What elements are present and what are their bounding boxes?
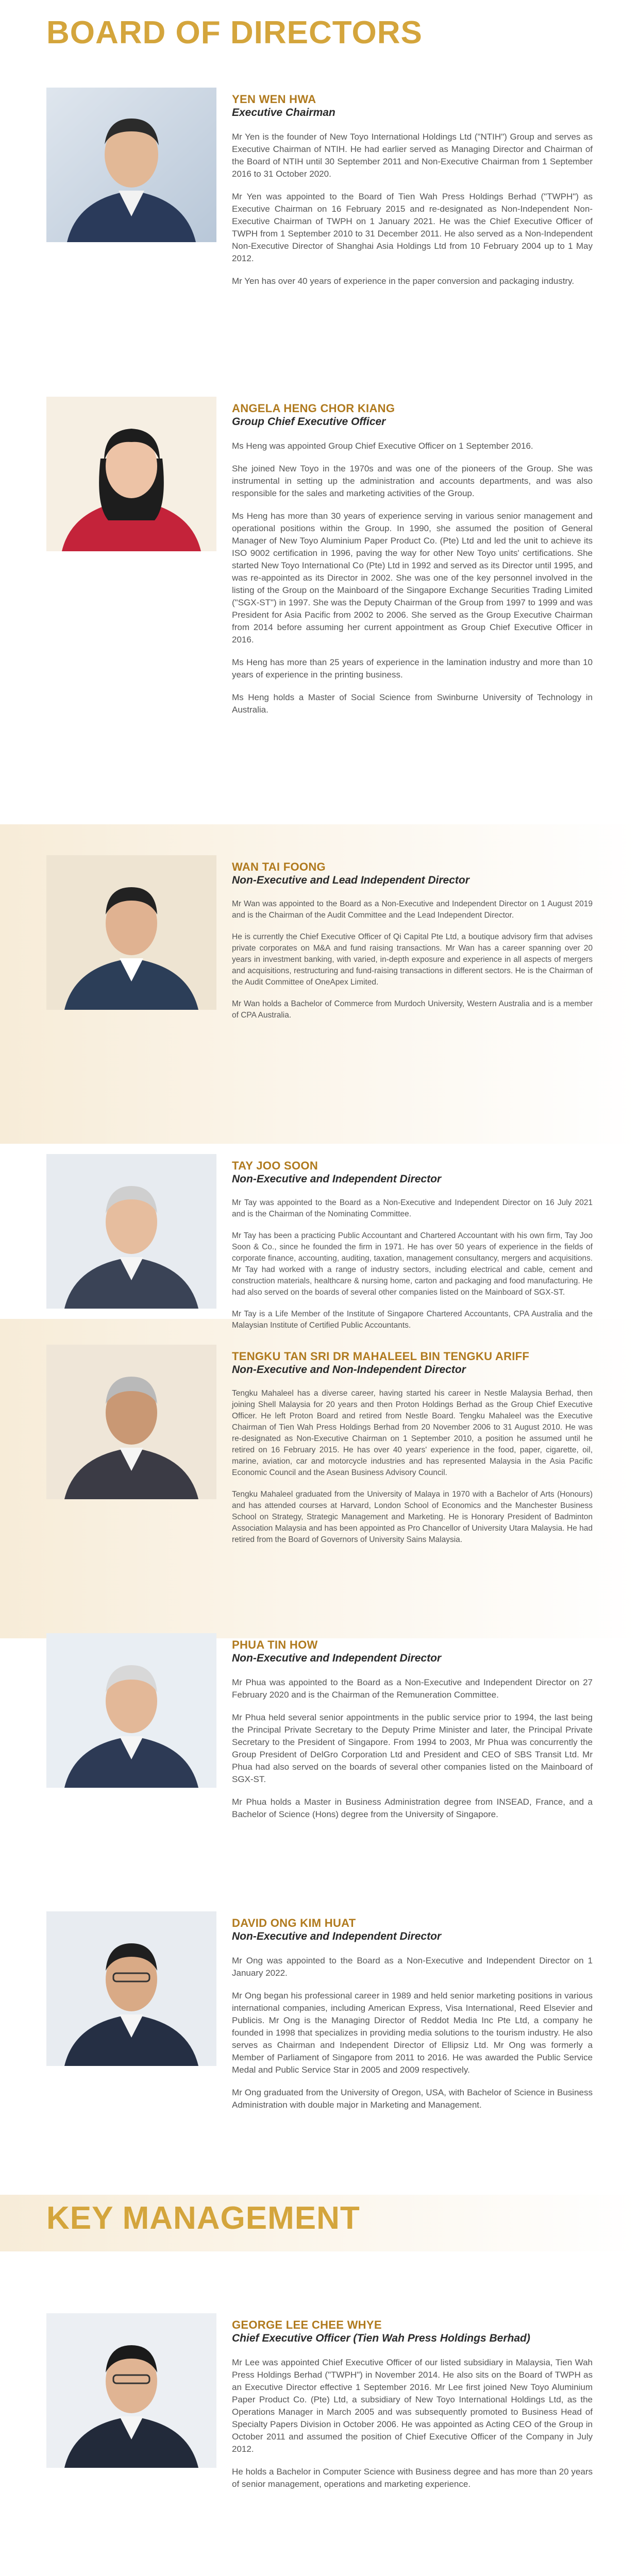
director-role: Executive Chairman [232,107,335,118]
director-role: Non-Executive and Non-Independent Director [232,1364,466,1376]
director-role: Non-Executive and Lead Independent Director [232,874,469,886]
manager-name: GEORGE LEE CHEE WHYE [232,2318,382,2331]
director-bio: Mr Ong was appointed to the Board as a Non-Executive and Independent Director on 1 January 2022. [232,1956,593,1978]
director-text [232,860,593,1031]
director-bio: Mr Phua held several senior appointments in the public service prior to 1994, the last being the Principal Private Secretary to the Deputy Prime Minister and later, the Principal Private Secretary to the President of Singapore. From 1994 to 2003, Mr Phua was concurrently the Group President of DelGro Corporation Ltd and President and CEO of SBS Transit Ltd. Mr Phua had also served on the boards of several other companies listed on the Mainboard of SGX-ST. [232,1713,593,1784]
director-bio: Tengku Mahaleel has a diverse career, having started his career in Nestle Malaysia Berhad, then joining Shell Malaysia for 20 years and then Proton Holdings Berhad as the Group Chief Executive Officer. He left Proton Board and retired from Nestle Board. Tengku Mahaleel was the Executive Chairman of Tien Wah Press Holdings Berhad from 20 November 2006 to 31 August 2010. He was re-designated as Non-Executive Chairman on 1 September 2010, a position he assumed until he retired on 16 February 2015. He has over 40 years' experience in the food, paper, cigarette, oil, marine, aviation, car and motorcycle industries and has represented Malaysia in the Asia Pacific Economic Council and the Asean Business Advisory Council. [232,1389,593,1477]
director-bio: Tengku Mahaleel graduated from the University of Malaya in 1970 with a Bachelor of Arts (Honours) and has attended courses at Harvard, London School of Economics and the Manchester Business School on Strategy, Strategic Management and Marketing. He is Honorary President of Badminton Association Malaysia and has been appointed as Pro Chancellor of University Utara Malaysia. He had retired from the Board of Governors of University Sains Malaysia. [232,1490,593,1544]
portrait-icon [46,855,216,1010]
portrait-icon [46,88,216,242]
director-role: Non-Executive and Independent Director [232,1652,442,1664]
director-name: TENGKU TAN SRI DR MAHALEEL BIN TENGKU ARIFF [232,1350,530,1363]
director-photo [46,855,216,1010]
director-bio: Mr Tay was appointed to the Board as a Non-Executive and Independent Director on 16 July 2021 and is the Chairman of the Nominating Committee. [232,1198,593,1218]
director-text [232,93,593,298]
director-text [232,402,593,726]
manager-bio: Mr Lee was appointed Chief Executive Officer of our listed subsidiary in Malaysia, Tien Wah Press Holdings Berhad ("TWPH") in November 2014. He also sits on the Board of TWPH as an Executive Director effective 1 September 2016. Mr Lee first joined New Toyo Aluminium Paper Product Co. (Pte) Ltd, a subsidiary of New Toyo International Holdings Ltd, as the Operations Manager in March 2005 and was subsequently promoted to Business Head of Specialty Papers Division in October 2006. He was appointed as Acting CEO of the Group in October 2011 and assumed the position of Chief Executive Officer of the Company in July 2012. [232,2358,593,2454]
board-section-title: BOARD OF DIRECTORS [46,15,423,50]
director-name: ANGELA HENG CHOR KIANG [232,402,395,415]
director-role: Non-Executive and Independent Director [232,1930,442,1942]
director-name: WAN TAI FOONG [232,860,326,873]
director-role: Non-Executive and Independent Director [232,1173,442,1185]
director-bio: Mr Yen was appointed to the Board of Tien Wah Press Holdings Berhad ("TWPH") as Executive Chairman on 16 February 2015 and re-designated as Non-Independent Non-Executive Chairman of TWPH on 1 January 2021. He was the Chief Executive Officer of TWPH from 1 September 2010 to 31 December 2011. He also served as a Non-Independent Non-Executive Director of Shanghai Asia Holdings Ltd from 10 February 2004 up to 1 May 2012. [232,192,593,263]
director-photo [46,1345,216,1499]
director-bio: Ms Heng holds a Master of Social Science from Swinburne University of Technology in Australia. [232,692,593,715]
management-section-title: KEY MANAGEMENT [46,2200,360,2236]
portrait-icon [46,1154,216,1309]
director-name: DAVID ONG KIM HUAT [232,1917,356,1929]
director-bio: Ms Heng has more than 30 years of experience serving in various senior management and operational positions within the Group. In 1990, she assumed the position of General Manager of New Toyo Aluminium Paper Product Co. (Pte) Ltd and led the unit to achieve its ISO 9002 certification in 1996, paving the way for other New Toyo units' certifications. She started New Toyo International Co (Pte) Ltd in 1992 and served as its Director until 1995, and was re-appointed as its Director in 2002. She was one of the key personnel involved in the listing of the Group on the Mainboard of the Singapore Exchange Securities Trading Limited ("SGX-ST") in 1997. She was the Deputy Chairman of the Group from 1997 to 1999 and was President for Asia Pacific from 2002 to 2006. She served as the Group Executive Chairman from 2014 before assuming her current appointment as Group Chief Executive Officer in 2016. [232,511,593,645]
director-photo [46,1911,216,2066]
director-bio: Mr Wan holds a Bachelor of Commerce from Murdoch University, Western Australia and is a member of CPA Australia. [232,999,593,1020]
director-bio: Mr Ong began his professional career in 1989 and held senior marketing positions in various international companies, including American Express, Visa International, Reed Elsevier and Publicis. Mr Ong is the Managing Director of Reddot Media Inc Pte Ltd, a company he founded in 1998 that specializes in providing media solutions to the tourism industry. He also serves as Chairman and Independent Director of Ellipsiz Ltd. Mr Ong was formerly a Member of Parliament of Singapore from 2011 to 2016. He was awarded the Public Service Medal and Public Service Star in 2005 and 2009 respectively. [232,1991,593,2075]
director-bio: Mr Ong graduated from the University of Oregon, USA, with Bachelor of Science in Business Administration with double major in Marketing and Management. [232,2088,593,2110]
director-name: YEN WEN HWA [232,93,316,106]
portrait-icon [46,1345,216,1499]
director-bio: Mr Wan was appointed to the Board as a Non-Executive and Independent Director on 1 August 2019 and is the Chairman of the Audit Committee and the Lead Independent Director. [232,900,593,920]
portrait-icon [46,1911,216,2066]
director-bio: Mr Phua was appointed to the Board as a Non-Executive and Independent Director on 27 February 2020 and is the Chairman of the Remuneration Committee. [232,1677,593,1700]
director-text [232,1350,593,1556]
director-name: TAY JOO SOON [232,1159,318,1172]
director-bio: Mr Yen is the founder of New Toyo International Holdings Ltd ("NTIH") Group and serves as Executive Chairman of NTIH. He had earlier served as Managing Director and Chairman of the Board of NTIH until 30 September 2011 and Non-Executive Chairman from 1 September 2016 to 31 October 2020. [232,132,593,179]
director-bio: Ms Heng has more than 25 years of experience in the lamination industry and more than 10 years of experience in the printing business. [232,657,593,680]
director-photo [46,1633,216,1788]
director-bio: She joined New Toyo in the 1970s and was one of the pioneers of the Group. She was instrumental in setting up the administration and accounts departments, and was also responsible for the sales and marketing activities of the Group. [232,464,593,498]
manager-bio: He holds a Bachelor in Computer Science with Business degree and has more than 20 years of senior management, operations and marketing experience. [232,2467,593,2489]
manager-text [232,2318,593,2501]
director-photo [46,397,216,551]
director-bio: Mr Tay is a Life Member of the Institute of Singapore Chartered Accountants, CPA Australia and the Malaysian Institute of Certified Public Accountants. [232,1310,593,1330]
director-text [232,1917,593,2122]
director-name: PHUA TIN HOW [232,1638,318,1651]
director-role: Group Chief Executive Officer [232,416,386,428]
manager-role: Chief Executive Officer (Tien Wah Press Holdings Berhad) [232,2332,530,2344]
portrait-icon [46,2313,216,2468]
director-bio: Ms Heng was appointed Group Chief Executive Officer on 1 September 2016. [232,441,533,451]
manager-photo [46,2313,216,2468]
director-bio: Mr Phua holds a Master in Business Administration degree from INSEAD, France, and a Bachelor of Science (Hons) degree from the University of Singapore. [232,1797,593,1819]
director-photo [46,88,216,242]
director-bio: He is currently the Chief Executive Officer of Qi Capital Pte Ltd, a boutique advisory firm that advises private corporates on M&A and fund raising transactions. Mr Wan has a career spanning over 20 years in investment banking, with varied, in-depth exposure and experience in all aspects of mergers and acquisitions, restructuring and fund-raising transactions in different sectors. He is the Chairman of the Audit Committee of OneApex Limited. [232,933,593,987]
portrait-icon [46,397,216,551]
director-text [232,1159,593,1342]
director-bio: Mr Yen has over 40 years of experience in the paper conversion and packaging industry. [232,276,575,286]
portrait-icon [46,1633,216,1788]
director-photo [46,1154,216,1309]
director-bio: Mr Tay has been a practicing Public Accountant and Chartered Accountant with his own firm, Tay Joo Soon & Co., since he founded the firm in 1971. He has over 50 years of experience in the fields of corporate finance, accounting, auditing, taxation, management consultancy, mergers and acquisitions. Mr Tay had worked with a range of industry sectors, including electrical and cable, cement and construction materials, healthcare & nursing home, carton and packaging and food manufacturing. He had also served on the boards of several other companies listed on the Mainboard of SGX-ST. [232,1231,593,1297]
director-text [232,1638,593,1831]
